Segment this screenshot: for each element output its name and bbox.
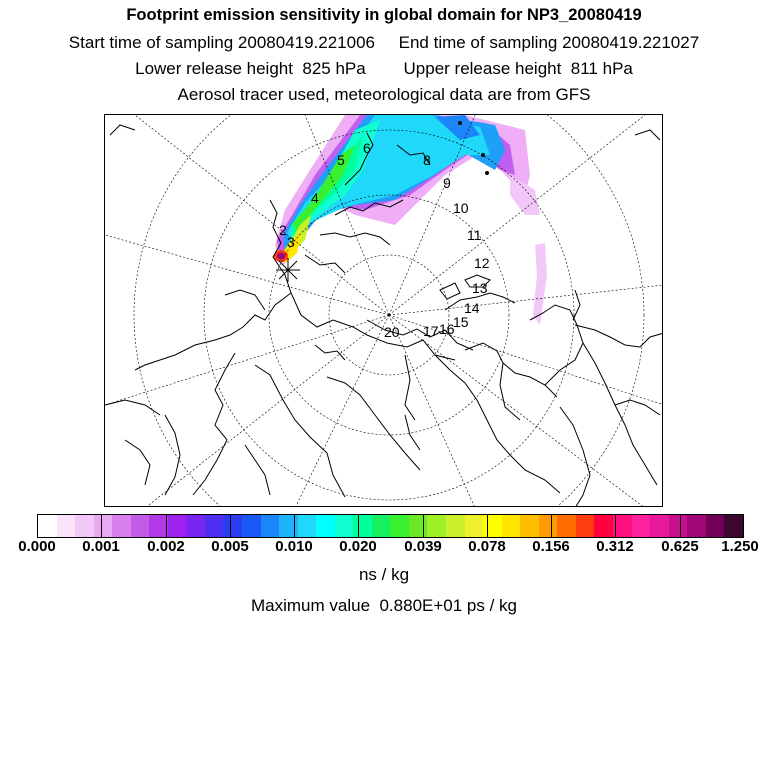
colorbar-label: 0.000 bbox=[18, 538, 56, 555]
colorbar-label: 0.156 bbox=[532, 538, 570, 555]
colorbar-tick bbox=[680, 514, 681, 538]
colorbar-label: 0.020 bbox=[339, 538, 377, 555]
colorbar-label: 0.039 bbox=[404, 538, 442, 555]
day-label: 5 bbox=[337, 152, 345, 168]
asterisk-icon bbox=[276, 258, 300, 282]
colorbar-tick bbox=[101, 514, 102, 538]
colorbar-tick bbox=[358, 514, 359, 538]
colorbar-segment bbox=[539, 515, 558, 537]
colorbar-segment bbox=[316, 515, 335, 537]
colorbar-segment bbox=[112, 515, 131, 537]
colorbar-segment bbox=[724, 515, 743, 537]
colorbar-segment bbox=[427, 515, 446, 537]
colorbar-label: 0.625 bbox=[661, 538, 699, 555]
day-label: 2 bbox=[279, 222, 287, 238]
day-label: 11 bbox=[467, 227, 482, 243]
colorbar-label: 0.078 bbox=[468, 538, 506, 555]
tracer-info: Aerosol tracer used, meteorological data are from GFS bbox=[177, 85, 591, 104]
colorbar-segment bbox=[168, 515, 187, 537]
day-label: 6 bbox=[363, 140, 371, 156]
emission-plume bbox=[274, 115, 547, 325]
colorbar-segment bbox=[687, 515, 706, 537]
map-panel bbox=[104, 114, 663, 507]
day-label: 17 bbox=[423, 323, 439, 339]
colorbar-segment bbox=[390, 515, 409, 537]
polar-map bbox=[105, 115, 663, 507]
sampling-times: Start time of sampling 20080419.221006 End time of sampling 20080419.221027 bbox=[68, 33, 700, 52]
colorbar-tick bbox=[551, 514, 552, 538]
day-label: 10 bbox=[453, 200, 469, 216]
colorbar-segment bbox=[131, 515, 150, 537]
colorbar-segment bbox=[446, 515, 465, 537]
colorbar-tick bbox=[166, 514, 167, 538]
colorbar-segment bbox=[520, 515, 539, 537]
colorbar-label: 0.002 bbox=[147, 538, 185, 555]
colorbar bbox=[37, 514, 744, 538]
colorbar-segment bbox=[205, 515, 224, 537]
colorbar-units: ns / kg bbox=[358, 565, 410, 584]
colorbar-segment bbox=[38, 515, 57, 537]
colorbar-label: 0.005 bbox=[211, 538, 249, 555]
colorbar-segment bbox=[75, 515, 94, 537]
colorbar-segment bbox=[557, 515, 576, 537]
plot-title: Footprint emission sensitivity in global domain for NP3_20080419 bbox=[126, 6, 642, 24]
colorbar-segment bbox=[372, 515, 391, 537]
colorbar-segment bbox=[465, 515, 484, 537]
colorbar-label: 1.250 bbox=[721, 538, 759, 555]
colorbar-segment bbox=[298, 515, 317, 537]
day-label: 14 bbox=[464, 300, 480, 316]
colorbar-segment bbox=[502, 515, 521, 537]
colorbar-segment bbox=[242, 515, 261, 537]
colorbar-tick bbox=[423, 514, 424, 538]
colorbar-segment bbox=[223, 515, 242, 537]
day-label: 16 bbox=[439, 321, 455, 337]
colorbar-label: 0.001 bbox=[82, 538, 120, 555]
colorbar-label: 0.010 bbox=[275, 538, 313, 555]
colorbar-tick bbox=[230, 514, 231, 538]
colorbar-segment bbox=[576, 515, 595, 537]
colorbar-segment bbox=[706, 515, 725, 537]
colorbar-segment bbox=[483, 515, 502, 537]
colorbar-segment bbox=[261, 515, 280, 537]
colorbar-tick bbox=[487, 514, 488, 538]
colorbar-segment bbox=[669, 515, 688, 537]
colorbar-segment bbox=[335, 515, 354, 537]
colorbar-segment bbox=[94, 515, 113, 537]
colorbar-tick bbox=[615, 514, 616, 538]
day-label: 3 bbox=[287, 234, 295, 250]
colorbar-segment bbox=[353, 515, 372, 537]
day-label: 13 bbox=[472, 280, 488, 296]
release-heights: Lower release height 825 hPa Upper release height 811 hPa bbox=[135, 59, 633, 78]
day-label: 9 bbox=[443, 175, 451, 191]
colorbar-label: 0.312 bbox=[596, 538, 634, 555]
colorbar-segment bbox=[650, 515, 669, 537]
colorbar-segment bbox=[594, 515, 613, 537]
maximum-value: Maximum value 0.880E+01 ps / kg bbox=[251, 596, 517, 615]
colorbar-segment bbox=[632, 515, 651, 537]
day-label: 8 bbox=[423, 152, 431, 168]
day-label: 15 bbox=[453, 314, 469, 330]
colorbar-segment bbox=[57, 515, 76, 537]
day-label: 12 bbox=[474, 255, 490, 271]
colorbar-segment bbox=[186, 515, 205, 537]
colorbar-segment bbox=[409, 515, 428, 537]
day-label: 20 bbox=[384, 324, 400, 340]
day-label: 4 bbox=[311, 190, 319, 206]
colorbar-tick bbox=[294, 514, 295, 538]
